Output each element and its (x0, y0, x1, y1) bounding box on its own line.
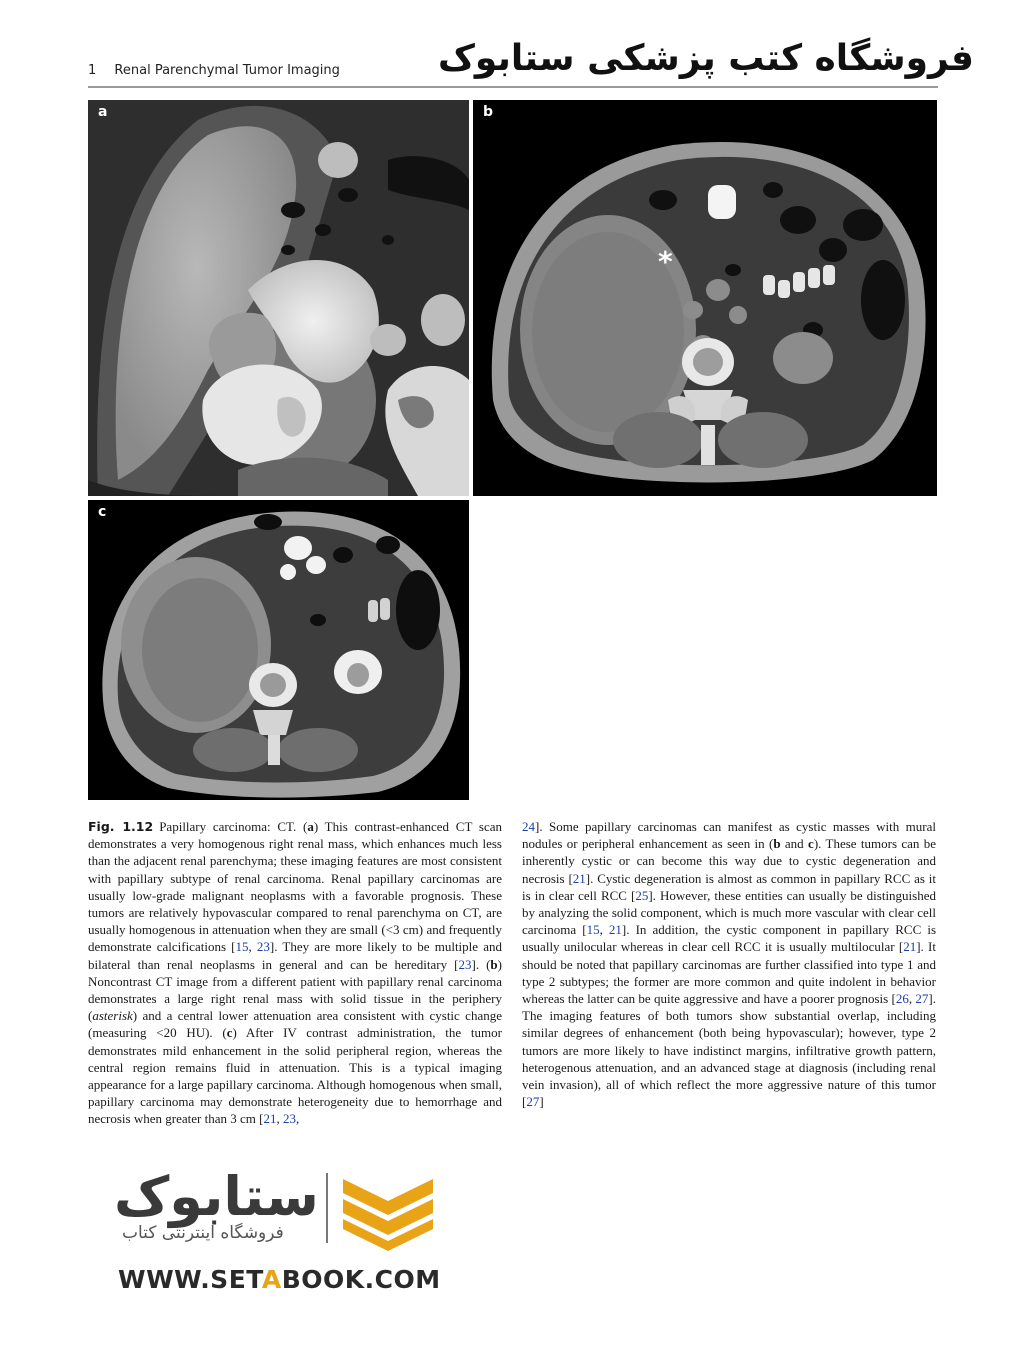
citation-link[interactable]: 21 (572, 870, 586, 886)
page-header (88, 38, 974, 88)
caption-text: ]. It should be noted that papillary carcinomas are further classified into type 1 and type 2 subtypes; the former are more common and quite indolent in behavior whereas the latter can be quite aggressive and have a poorer prognosis [ (522, 939, 936, 1007)
page-number: 1 (88, 63, 97, 78)
website-url[interactable] (118, 1265, 441, 1294)
caption-text: and (780, 836, 809, 852)
logo-divider (326, 1173, 328, 1243)
citation-link[interactable]: 15 (235, 939, 249, 955)
chevron-logo-icon (338, 1171, 438, 1251)
setabook-watermark (100, 1165, 440, 1305)
citation-link[interactable]: 23 (458, 956, 472, 972)
italic-term: asterisk (92, 1008, 133, 1024)
citation-link[interactable]: 27 (915, 991, 929, 1007)
citation-link[interactable]: 27 (526, 1094, 540, 1110)
citation-link[interactable]: 26 (895, 991, 909, 1007)
ct-image-b (473, 100, 937, 496)
citation-link[interactable]: 21 (608, 922, 622, 938)
caption-text: ]. The imaging features of both tumors show substantial overlap, including similar degrees of enhancement (both being hypovascular); however, type 2 tumors are more likely to have indistinct margins, infiltrative growth pattern, heterogenous attenuation, and an advanced stage at diagnosis (including renal vein invasion), all of which reflect the more aggressive nature of this tumor [ (522, 991, 937, 1110)
store-banner: فروشگاه کتب پزشکی ستابوک (437, 38, 974, 79)
caption-text: ]. ( (471, 956, 491, 972)
panel-ref: b (773, 836, 781, 852)
citation-link[interactable]: 15 (586, 922, 600, 938)
caption-text: ) Noncontrast CT image from a different patient with papillary renal carcinoma demonstrates a large right renal mass with solid tissue in the periphery ( (88, 956, 502, 1024)
ct-panel-b (473, 100, 937, 496)
panel-ref: c (226, 1025, 233, 1041)
running-title: Renal Parenchymal Tumor Imaging (114, 63, 340, 78)
caption-text: , (599, 922, 609, 938)
citation-link[interactable]: 21 (903, 939, 917, 955)
running-head (88, 63, 340, 78)
ct-image-c (88, 500, 469, 800)
panel-label-b: b (483, 104, 494, 120)
caption-text: ]. Cystic degeneration is almost as common in papillary RCC as it is in clear cell RCC [ (522, 870, 936, 903)
panel-label-c: c (98, 504, 107, 520)
caption-text: ) This contrast-enhanced CT scan demonstrates a very homogenous right renal mass, which enhances much less than the adjacent renal parenchyma; these imaging features are most consistent with papillary subtype of renal carcinoma. Renal papillary carcinomas are usually low-grade malignant neoplasms with a favorable prognosis. These tumors are relatively hypovascular compared to renal parenchyma on CT, are usually homogenous in attenuation when they are small (<3 cm) and frequently demonstrate calcifications [ (88, 819, 502, 955)
caption-text: ]. However, these entities can usually be distinguished by analyzing the solid component, which is much more vascular with clear cell carcinoma [ (522, 887, 936, 938)
citation-link[interactable]: 25 (635, 887, 649, 903)
caption-text: ) After IV contrast administration, the tumor demonstrates mild enhancement in the solid peripheral region, whereas the central region remains fluid in attenuation. This is a typical imaging appearance for a large papillary carcinoma. Although homogenous when small, papillary carcinoma may demonstrate heterogeneity due to hemorrhage and necrosis when greater than 3 cm [ (88, 1025, 502, 1127)
caption-column-right (522, 818, 936, 1110)
caption-column-left (88, 818, 502, 1128)
citation-link[interactable]: 23 (282, 1111, 296, 1127)
caption-text: , (295, 1111, 300, 1127)
panel-ref: b (490, 956, 498, 972)
ct-panel-c (88, 500, 469, 800)
ct-image-a (88, 100, 469, 496)
caption-text: ) and a central lower attenuation area consistent with cystic change (measuring <20 HU). ( (88, 1008, 502, 1041)
citation-link[interactable]: 23 (256, 939, 270, 955)
caption-text: , (908, 991, 916, 1007)
url-highlight: A (261, 1265, 282, 1294)
caption-text: , (276, 1111, 283, 1127)
panel-ref: a (307, 819, 314, 834)
caption-text: Papillary carcinoma: CT. ( (159, 819, 308, 834)
citation-link[interactable]: 24 (522, 819, 535, 834)
citation-link[interactable]: 21 (263, 1111, 277, 1127)
caption-text: ] (539, 1094, 544, 1110)
caption-text: ]. Some papillary carcinomas can manifest as cystic masses with mural nodules or peripheral enhancement as seen in ( (522, 819, 936, 852)
panel-label-a: a (98, 104, 108, 120)
ct-panel-a (88, 100, 469, 496)
caption-text: ). These tumors can be inherently cystic or can become this way due to cystic degeneration and necrosis [ (522, 836, 936, 886)
caption-text: ]. In addition, the cystic component in papillary RCC is usually unilocular whereas in clear cell RCC it is usually multilocular [ (522, 922, 937, 955)
brand-subtitle-fa: فروشگاه اینترنتی کتاب (122, 1223, 284, 1243)
panel-ref: c (808, 836, 814, 852)
caption-text: ]. They are more likely to be multiple and bilateral than renal neoplasms in general and can be hereditary [ (88, 939, 502, 972)
url-part: BOOK.COM (281, 1265, 441, 1294)
asterisk-marker: * (658, 245, 673, 278)
url-part: WWW.SET (118, 1265, 262, 1294)
caption-text: , (248, 939, 257, 955)
brand-name-fa: ستابوک (114, 1165, 319, 1228)
figure-label: Fig. 1.12 (88, 819, 154, 834)
